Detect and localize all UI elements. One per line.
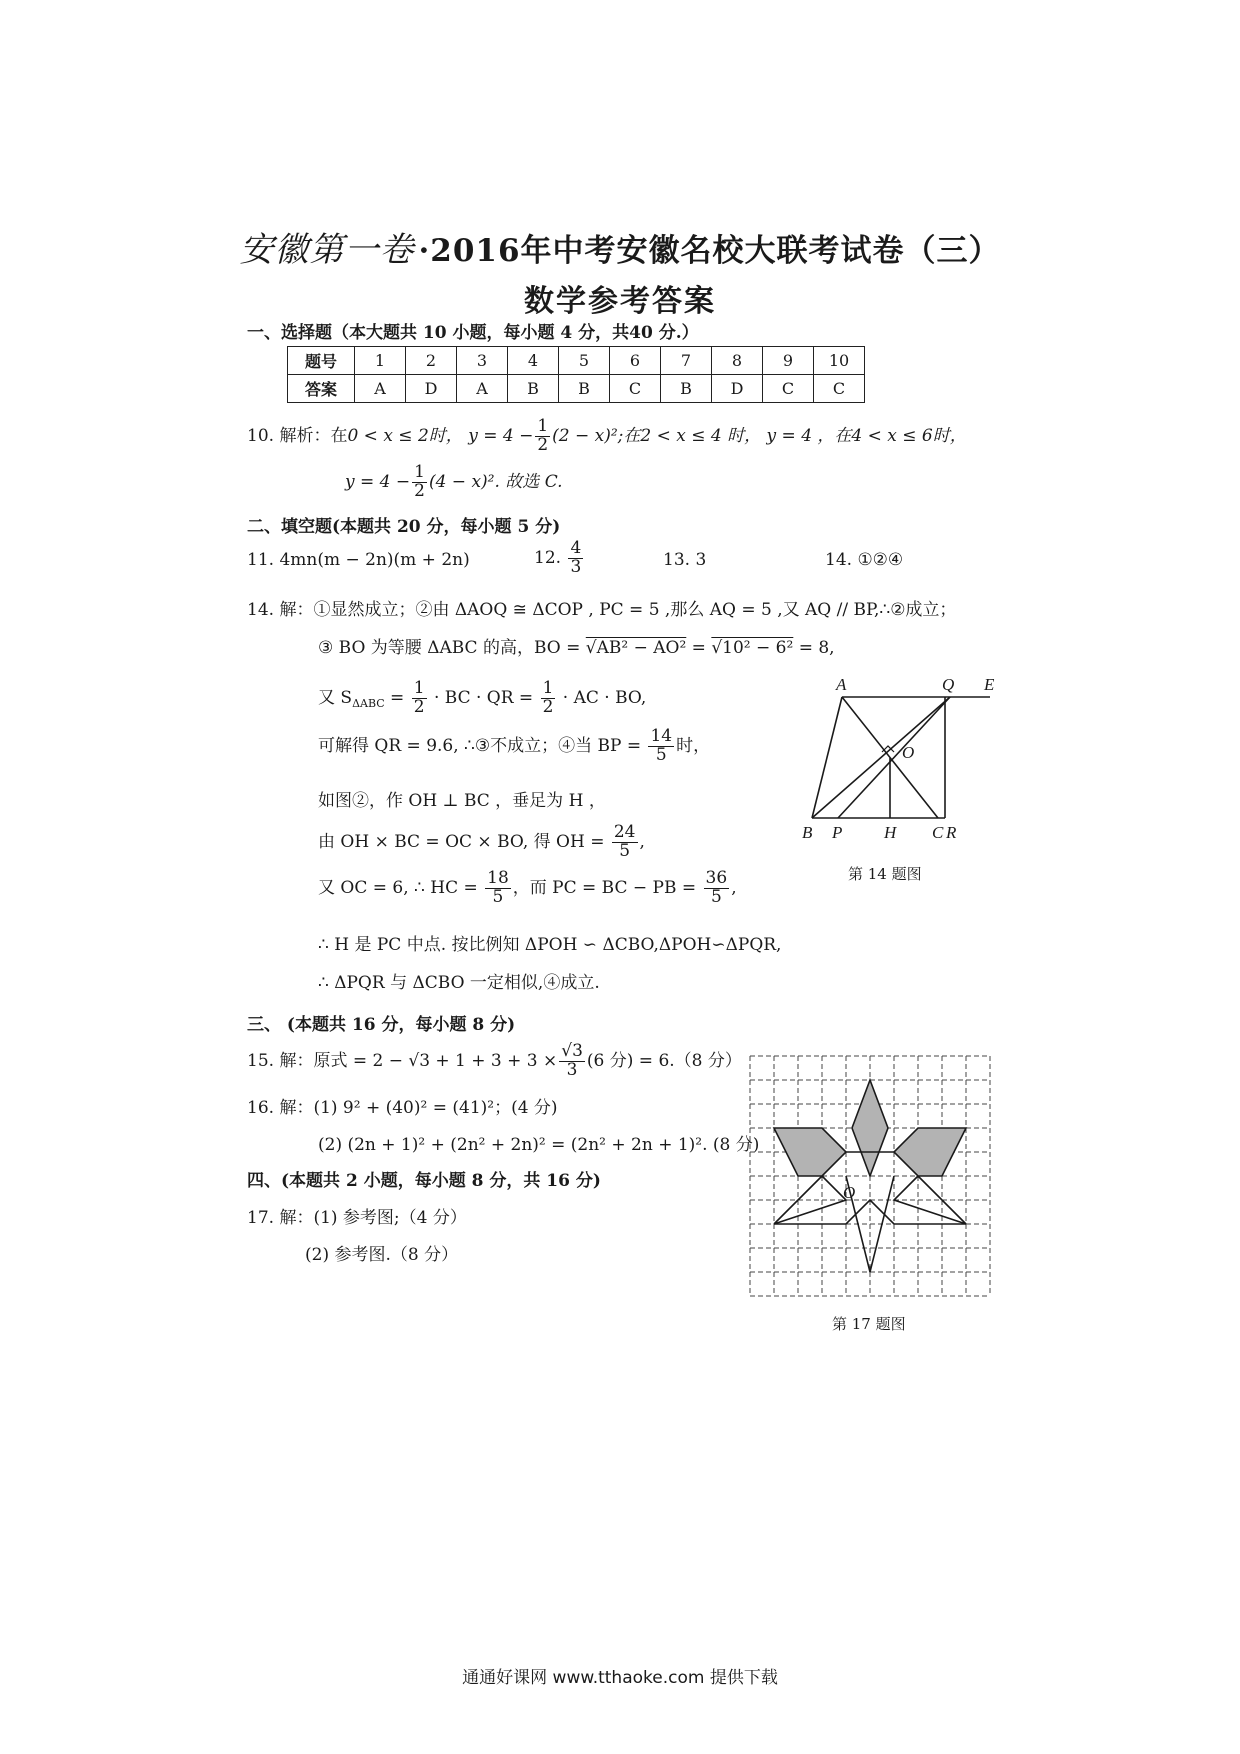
sqrt-expression: √AB² − AO² <box>585 638 687 658</box>
sol14-line3 <box>318 680 646 717</box>
sol14-text: ③ BO 为等腰 ΔABC 的高，BO = <box>318 638 586 658</box>
sol14-text: 可解得 QR = 9.6, ∴③不成立；④当 BP = <box>318 735 647 756</box>
table-cell: 4 <box>508 347 559 375</box>
point-label-A: A <box>836 675 847 694</box>
point-label-O: O <box>843 1183 856 1202</box>
row-label-number: 题号 <box>288 347 355 375</box>
sol14-text: 由 OH × BC = OC × BO, 得 OH = <box>318 831 610 852</box>
table-cell: C <box>814 375 865 403</box>
answer-table-row-answers <box>288 375 865 403</box>
title-text: ·2016年中考安徽名校大联考试卷（三） <box>418 233 1001 269</box>
table-cell: 7 <box>661 347 712 375</box>
exam-subtitle: 数学参考答案 <box>524 284 716 319</box>
table-cell: B <box>559 375 610 403</box>
answer-table-row-numbers <box>288 347 865 375</box>
sol14-text: = 8, <box>793 638 835 658</box>
fraction-sqrt3-3: $\frac{√3}{3}$ <box>561 1041 583 1080</box>
figure-14-caption: 第 14 题图 <box>848 865 922 883</box>
figure-14 <box>790 670 1010 850</box>
q15-answer <box>247 1043 742 1080</box>
table-cell: A <box>355 375 406 403</box>
answer-11: 11. 4mn(m − 2n)(m + 2n) <box>247 550 470 570</box>
line-PQ <box>838 697 950 818</box>
fraction-36-5: $\frac{36}{5}$ <box>705 868 728 907</box>
point-label-O: O <box>902 743 915 762</box>
sol14-line5: 如图②，作 OH ⊥ BC ，垂足为 H ， <box>318 791 606 811</box>
row-label-answer: 答案 <box>288 375 355 403</box>
table-cell: A <box>457 375 508 403</box>
footer-source: 通通好课网 www.tthaoke.com 提供下载 <box>462 1668 778 1688</box>
table-cell: C <box>610 375 661 403</box>
line-AB <box>812 697 842 818</box>
sol14-line2 <box>318 633 835 658</box>
table-cell: D <box>712 375 763 403</box>
q15-text: (6 分) = 6.（8 分） <box>586 1050 742 1071</box>
sol14-text: 又 S <box>318 687 353 708</box>
q15-text: 15. 解：原式 = 2 − √3 + 1 + 3 + 3 × <box>247 1050 558 1071</box>
answer-table <box>287 346 865 403</box>
table-cell: 1 <box>355 347 406 375</box>
fraction-half: $\frac{1}{2}$ <box>413 678 425 717</box>
table-cell: 9 <box>763 347 814 375</box>
table-cell: D <box>406 375 457 403</box>
table-cell: C <box>763 375 814 403</box>
sol14-line9: ∴ ΔPQR 与 ΔCBO 一定相似,④成立. <box>318 973 600 993</box>
section2-heading: 二、填空题(本题共 20 分，每小题 5 分) <box>247 517 561 537</box>
q17-part1: 17. 解：(1) 参考图;（4 分） <box>247 1208 467 1228</box>
point-label-P: P <box>832 823 843 842</box>
section1-heading: 一、选择题（本大题共 10 小题，每小题 4 分，共40 分.） <box>247 323 699 343</box>
line-BQ <box>812 697 950 818</box>
q16-part1: 16. 解：(1) 9² + (40)² = (41)²；(4 分) <box>247 1098 558 1118</box>
table-cell: 10 <box>814 347 865 375</box>
answer-14: 14. ①②④ <box>825 550 904 570</box>
q10-line2 <box>345 464 563 501</box>
section4-heading: 四、(本题共 2 小题，每小题 8 分，共 16 分) <box>247 1171 601 1191</box>
sol14-text: , <box>731 877 737 898</box>
point-label-E: E <box>984 675 995 694</box>
shaded-shape <box>774 1080 966 1176</box>
sqrt-expression: √10² − 6² <box>711 638 794 658</box>
sol14-text: = <box>686 638 712 658</box>
table-cell: B <box>508 375 559 403</box>
fraction-half: $\frac{1}{2}$ <box>542 678 554 717</box>
point-label-Q: Q <box>942 675 955 694</box>
fraction-half: $\frac{1}{2}$ <box>414 462 425 501</box>
answer-13: 13. 3 <box>663 550 707 570</box>
figure-17 <box>740 1050 1000 1302</box>
subscript-abc: ΔABC <box>352 697 385 711</box>
answer-12 <box>534 540 585 577</box>
fraction-14-5: $\frac{14}{5}$ <box>650 726 673 765</box>
sol14-line7 <box>318 870 737 907</box>
q16-part2: (2) (2n + 1)² + (2n² + 2n)² = (2n² + 2n + 1)². (8 分) <box>318 1135 760 1155</box>
sol14-text: ，而 PC = BC − PB = <box>512 877 702 898</box>
q10-text-f: y = 4 − <box>345 471 411 492</box>
brand-calligraphy: 安徽第一卷 <box>239 230 415 270</box>
table-cell: 8 <box>712 347 763 375</box>
point-label-B: B <box>802 823 813 842</box>
sol14-text: 时， <box>676 735 711 756</box>
table-cell: 3 <box>457 347 508 375</box>
sol14-text: , <box>639 831 645 852</box>
q10-text-a: 10. 解析：在 <box>247 425 348 446</box>
sol14-line8: ∴ H 是 PC 中点. 按比例知 ΔPOH ∽ ΔCBO,ΔPOH∽ΔPQR, <box>318 935 782 955</box>
answer-12-label: 12. <box>534 547 562 568</box>
table-cell: 5 <box>559 347 610 375</box>
q10-text-b: 0 < x ≤ 2时， <box>347 425 463 446</box>
q10-text-d: (2 − x)²;在2 < x ≤ 4 时， <box>552 425 762 446</box>
table-cell: B <box>661 375 712 403</box>
sol14-text: 又 OC = 6, ∴ HC = <box>318 877 484 898</box>
sol14-text: · BC · QR = <box>428 687 539 708</box>
fraction-18-5: $\frac{18}{5}$ <box>487 868 509 907</box>
q10-text-e: y = 4 ，在4 < x ≤ 6时， <box>766 425 967 446</box>
q17-part2: (2) 参考图.（8 分） <box>305 1245 459 1265</box>
sol14-line4 <box>318 728 710 765</box>
table-cell: 6 <box>610 347 661 375</box>
sol14-line6 <box>318 824 645 861</box>
table-cell: 2 <box>406 347 457 375</box>
section3-heading: 三、 (本题共 16 分，每小题 8 分) <box>247 1015 516 1035</box>
q10-text-c: y = 4 − <box>468 425 534 446</box>
sol14-text: = <box>384 687 410 708</box>
q10-line1 <box>247 418 967 455</box>
point-label-C: C <box>932 823 944 842</box>
fraction-24-5: $\frac{24}{5}$ <box>613 822 636 861</box>
point-label-R: R <box>946 823 957 842</box>
sol14-line1: 14. 解：①显然成立；②由 ΔAOQ ≅ ΔCOP , PC = 5 ,那么 AQ = 5 ,又 AQ // BP,∴②成立； <box>247 600 957 620</box>
figure-17-caption: 第 17 题图 <box>832 1315 906 1333</box>
exam-title <box>0 222 1240 271</box>
fraction-half: $\frac{1}{2}$ <box>537 416 549 455</box>
fraction-4-3: $\frac{4}{3}$ <box>570 538 582 577</box>
sol14-text: · AC · BO, <box>557 687 647 708</box>
point-label-H: H <box>884 823 897 842</box>
q10-text-g: (4 − x)². 故选 C. <box>428 471 563 492</box>
